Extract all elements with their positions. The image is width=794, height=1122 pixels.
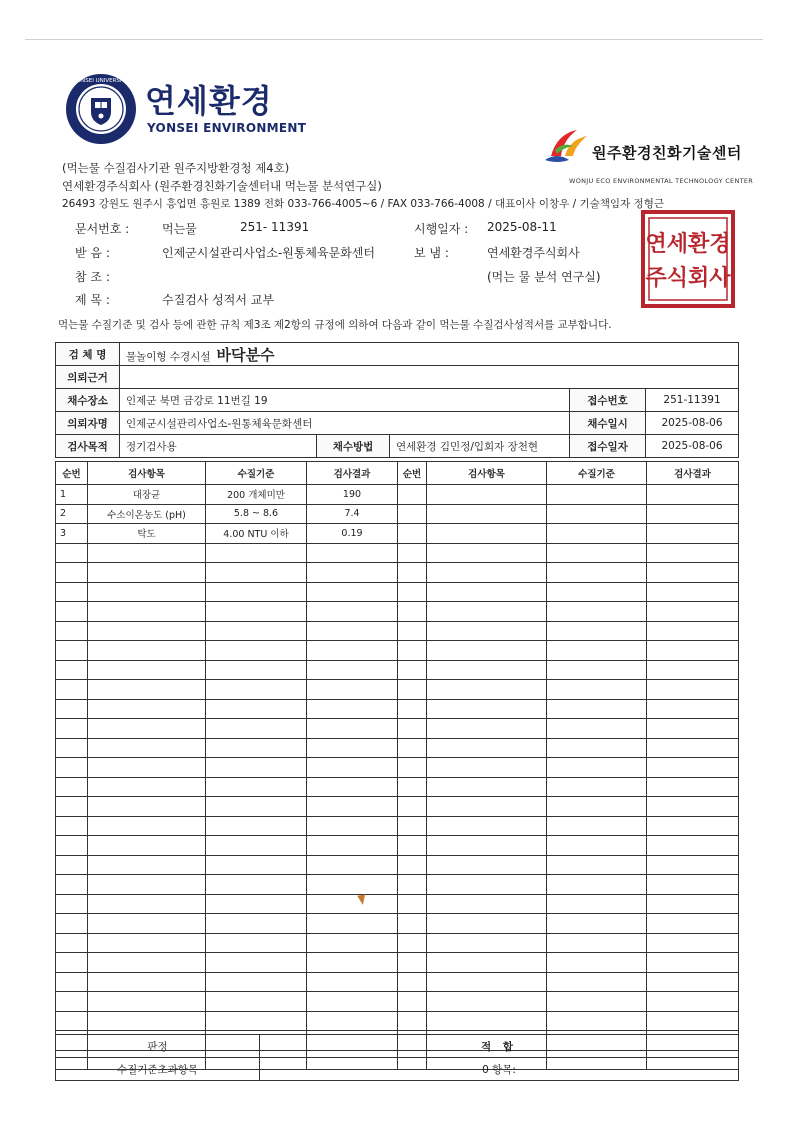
- seal-text: YONSEI UNIVERSITY: [73, 78, 129, 84]
- sampling-date-label: 채수일시: [570, 412, 646, 435]
- empty-row: [56, 992, 739, 1012]
- empty-row: [56, 602, 739, 622]
- exceed-items-label: 수질기준초과항목: [56, 1058, 260, 1081]
- sender-label: 보 냄 :: [414, 246, 449, 260]
- empty-row: [56, 738, 739, 758]
- purpose-label: 검사목적: [56, 435, 120, 458]
- request-basis-label: 의뢰근거: [56, 366, 120, 389]
- sample-info-table: [55, 342, 739, 458]
- empty-row: [56, 641, 739, 661]
- empty-row: [56, 777, 739, 797]
- empty-row: [56, 699, 739, 719]
- yonsei-seal-icon: [64, 72, 138, 146]
- receipt-no-label: 접수번호: [570, 389, 646, 412]
- address-line: 26493 강원도 원주시 흥업면 흥원로 1389 전화 033-766-4005~6 / FAX 033-766-4008 / 대표이사 이창우 / 기술책임자 정형근: [62, 198, 664, 210]
- row-item: 수소이온농도 (pH): [88, 504, 206, 524]
- notice-text: 먹는물 수질기준 및 검사 등에 관한 규칙 제3조 제2항의 규정에 의하여 다음과 같이 먹는물 수질검사성적서를 교부합니다.: [58, 319, 612, 331]
- empty-row: [56, 680, 739, 700]
- pen-mark: [357, 894, 367, 905]
- svg-text:주식회사: 주식회사: [645, 265, 731, 291]
- sampling-method-label: 채수방법: [317, 435, 390, 458]
- subject-label: 제 목 :: [75, 293, 110, 307]
- col-header: 수질기준: [206, 462, 307, 485]
- sample-name-label: 검 체 명: [56, 343, 120, 366]
- center-name-korean: 원주환경친화기술센터: [592, 144, 742, 162]
- row-result: 7.4: [307, 504, 398, 524]
- table-row: [56, 485, 739, 505]
- table-row: [56, 504, 739, 524]
- empty-row: [56, 933, 739, 953]
- row-item: 탁도: [88, 524, 206, 544]
- empty-row: [56, 582, 739, 602]
- empty-row: [56, 797, 739, 817]
- sampling-date-value: 2025-08-06: [646, 412, 739, 435]
- request-basis-value: [120, 366, 739, 389]
- receipt-date-label: 접수일자: [570, 435, 646, 458]
- verdict-table: [55, 1034, 739, 1081]
- wonju-center-logo-icon: [543, 126, 591, 168]
- row-standard: 200 개체미만: [206, 485, 307, 505]
- center-name-english: WONJU ECO ENVIRONMENTAL TECHNOLOGY CENTER: [569, 177, 754, 185]
- sampling-site-label: 채수장소: [56, 389, 120, 412]
- empty-row: [56, 719, 739, 739]
- results-table: [55, 461, 739, 1070]
- empty-row: [56, 875, 739, 895]
- intro-line-2: 연세환경주식회사 (원주환경친화기술센터내 먹는물 분석연구실): [62, 179, 382, 193]
- empty-row: [56, 1011, 739, 1031]
- empty-row: [56, 563, 739, 583]
- col-header: 검사결과: [647, 462, 739, 485]
- top-rule: [25, 39, 763, 40]
- company-stamp: [640, 209, 736, 309]
- empty-row: [56, 543, 739, 563]
- brand-name-korean: 연세환경: [145, 82, 273, 120]
- empty-row: [56, 660, 739, 680]
- empty-row: [56, 621, 739, 641]
- row-result: 0.19: [307, 524, 398, 544]
- sampling-method-value: 연세환경 김민정/입회자 장천현: [390, 435, 570, 458]
- client-name-label: 의뢰자명: [56, 412, 120, 435]
- col-header: 검사항목: [427, 462, 547, 485]
- brand-name-english: YONSEI ENVIRONMENT: [147, 121, 307, 135]
- empty-row: [56, 953, 739, 973]
- reference-label: 참 조 :: [75, 270, 110, 284]
- row-item: 대장균: [88, 485, 206, 505]
- sender-sub: (먹는 물 분석 연구실): [487, 270, 601, 284]
- sender-value: 연세환경주식회사: [487, 246, 580, 260]
- sample-name-handwritten: 바닥분수: [216, 345, 275, 364]
- verdict-label: 판정: [56, 1035, 260, 1058]
- receipt-date-value: 2025-08-06: [646, 435, 739, 458]
- svg-text:연세환경: 연세환경: [645, 231, 731, 257]
- empty-row: [56, 972, 739, 992]
- empty-row: [56, 758, 739, 778]
- issue-date-value: 2025-08-11: [487, 220, 557, 234]
- sample-name-value: 물놀이형 수경시설: [126, 350, 211, 363]
- row-no: 1: [56, 485, 88, 505]
- col-header: 순번: [56, 462, 88, 485]
- results-header-row: [56, 462, 739, 485]
- empty-row: [56, 894, 739, 914]
- row-standard: 4.00 NTU 이하: [206, 524, 307, 544]
- row-no: 2: [56, 504, 88, 524]
- table-row: [56, 524, 739, 544]
- row-standard: 5.8 ~ 8.6: [206, 504, 307, 524]
- doc-no-prefix: 먹는물: [162, 222, 197, 236]
- purpose-value: 정기검사용: [120, 435, 317, 458]
- empty-row: [56, 914, 739, 934]
- doc-no-label: 문서번호 :: [75, 222, 130, 236]
- row-no: 3: [56, 524, 88, 544]
- sample-name-cell: [120, 343, 739, 366]
- col-header: 검사결과: [307, 462, 398, 485]
- recipient-value: 인제군시설관리사업소-원통체육문화센터: [162, 246, 375, 260]
- doc-no-value: 251- 11391: [240, 220, 310, 234]
- sampling-site-value: 인제군 북면 금강로 11번길 19: [120, 389, 570, 412]
- intro-line-1: (먹는물 수질검사기관 원주지방환경청 제4호): [62, 161, 290, 175]
- verdict-value: 적 합: [260, 1035, 739, 1058]
- col-header: 검사항목: [88, 462, 206, 485]
- empty-row: [56, 855, 739, 875]
- empty-row: [56, 836, 739, 856]
- empty-row: [56, 816, 739, 836]
- receipt-no-value: 251-11391: [646, 389, 739, 412]
- col-header: 수질기준: [547, 462, 647, 485]
- subject-value: 수질검사 성적서 교부: [162, 293, 274, 307]
- row-result: 190: [307, 485, 398, 505]
- col-header: 순번: [398, 462, 427, 485]
- issue-date-label: 시행일자 :: [414, 222, 469, 236]
- exceed-items-value: 0 항목:: [260, 1058, 739, 1081]
- client-name-value: 인제군시설관리사업소-원통체육문화센터: [120, 412, 570, 435]
- recipient-label: 받 음 :: [75, 246, 110, 260]
